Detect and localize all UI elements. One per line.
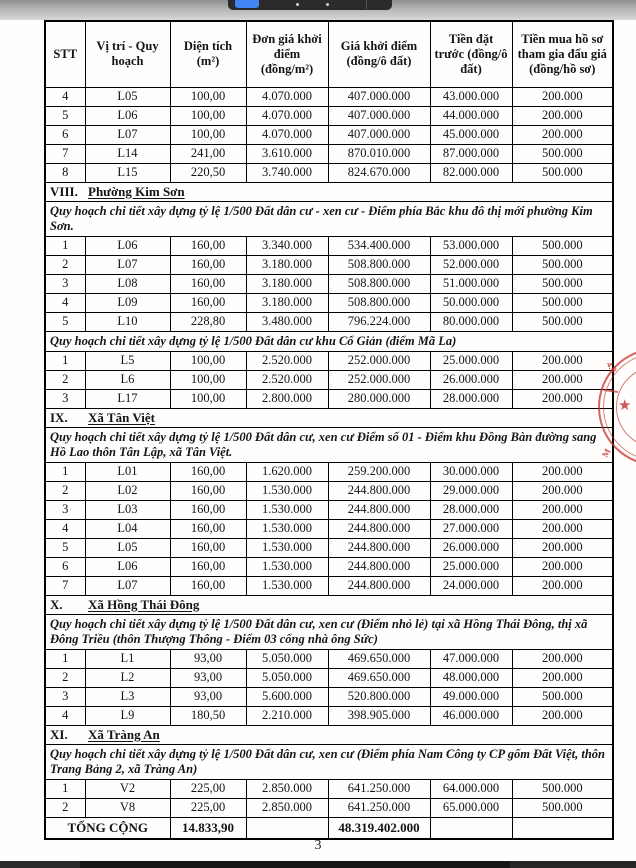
- cell-stt: 4: [45, 293, 85, 312]
- cell-dossier-fee: 200.000: [512, 519, 613, 538]
- cell-location: V2: [85, 779, 170, 798]
- cell-area: 160,00: [170, 576, 246, 595]
- page-number: 3: [314, 838, 322, 853]
- table-row: [45, 144, 613, 163]
- section-row: [45, 182, 613, 201]
- cell-deposit: 24.000.000: [430, 576, 512, 595]
- cell-area: 160,00: [170, 236, 246, 255]
- cell-area: 100,00: [170, 87, 246, 106]
- cell-unit-price: 2.520.000: [246, 370, 328, 389]
- cell-stt: 7: [45, 576, 85, 595]
- cell-location: L03: [85, 500, 170, 519]
- cell-deposit: 29.000.000: [430, 481, 512, 500]
- section-numeral: X.: [50, 596, 63, 612]
- cell-stt: 3: [45, 389, 85, 408]
- cell-deposit: 43.000.000: [430, 87, 512, 106]
- cell-location: L07: [85, 125, 170, 144]
- section-heading: [45, 408, 613, 427]
- cell-area: 160,00: [170, 538, 246, 557]
- cell-deposit: 52.000.000: [430, 255, 512, 274]
- cell-location: V8: [85, 798, 170, 817]
- cell-unit-price: 1.530.000: [246, 519, 328, 538]
- table-row: [45, 389, 613, 408]
- cell-unit-price: 3.180.000: [246, 293, 328, 312]
- cell-location: L17: [85, 389, 170, 408]
- cell-stt: 5: [45, 312, 85, 331]
- table-row: [45, 106, 613, 125]
- total-starting-price: 48.319.402.000: [328, 817, 430, 839]
- table-row: [45, 163, 613, 182]
- cell-stt: 4: [45, 519, 85, 538]
- cell-deposit: 46.000.000: [430, 706, 512, 725]
- cell-deposit: 25.000.000: [430, 557, 512, 576]
- cell-unit-price: 3.340.000: [246, 236, 328, 255]
- cell-stt: 1: [45, 236, 85, 255]
- cell-stt: 1: [45, 779, 85, 798]
- cell-dossier-fee: 200.000: [512, 576, 613, 595]
- total-deposit: [430, 817, 512, 839]
- cell-unit-price: 2.850.000: [246, 798, 328, 817]
- cell-location: L02: [85, 481, 170, 500]
- cell-starting-price: 244.800.000: [328, 500, 430, 519]
- section-row: [45, 725, 613, 744]
- cell-location: L9: [85, 706, 170, 725]
- bottom-black-strip: [0, 861, 636, 868]
- cell-unit-price: 1.530.000: [246, 500, 328, 519]
- table-row: [45, 500, 613, 519]
- cell-area: 225,00: [170, 779, 246, 798]
- table-row: [45, 293, 613, 312]
- cell-deposit: 48.000.000: [430, 668, 512, 687]
- active-tool-icon[interactable]: [235, 0, 259, 8]
- table-row: [45, 519, 613, 538]
- cell-unit-price: 1.530.000: [246, 576, 328, 595]
- cell-location: L06: [85, 557, 170, 576]
- column-header-unit-price: Đơn giá khởi điểm (đồng/m²): [246, 21, 328, 87]
- cell-starting-price: 280.000.000: [328, 389, 430, 408]
- cell-dossier-fee: 200.000: [512, 500, 613, 519]
- cell-starting-price: 259.200.000: [328, 462, 430, 481]
- cell-unit-price: 2.800.000: [246, 389, 328, 408]
- table-row: [45, 370, 613, 389]
- cell-unit-price: 1.620.000: [246, 462, 328, 481]
- pdf-toolbar: [228, 0, 392, 10]
- cell-dossier-fee: 500.000: [512, 274, 613, 293]
- cell-stt: 2: [45, 798, 85, 817]
- table-row: [45, 649, 613, 668]
- cell-location: L04: [85, 519, 170, 538]
- cell-area: 100,00: [170, 106, 246, 125]
- section-numeral: XI.: [50, 726, 68, 742]
- table-row: [45, 668, 613, 687]
- cell-stt: 1: [45, 649, 85, 668]
- cell-dossier-fee: 200.000: [512, 668, 613, 687]
- note-row: [45, 744, 613, 779]
- cell-location: L01: [85, 462, 170, 481]
- cell-area: 241,00: [170, 144, 246, 163]
- planning-note: Quy hoạch chi tiết xây dựng tỷ lệ 1/500 Đất dân cư khu Cổ Giản (điểm Mã La): [45, 331, 613, 351]
- cell-unit-price: 1.530.000: [246, 538, 328, 557]
- cell-starting-price: 244.800.000: [328, 519, 430, 538]
- planning-note: Quy hoạch chi tiết xây dựng tỷ lệ 1/500 Đất dân cư, xen cư (Điểm nhỏ lẻ) tại xã Hồng Thái Đông, thị xã Đông Triều (thôn Thượng Thông - Điểm 03 cổng nhà ông Sức): [45, 614, 613, 649]
- cell-location: L15: [85, 163, 170, 182]
- cell-stt: 7: [45, 144, 85, 163]
- cell-dossier-fee: 200.000: [512, 462, 613, 481]
- cell-area: 220,50: [170, 163, 246, 182]
- seal-text-fragment: 4.0: [604, 359, 619, 375]
- cell-dossier-fee: 500.000: [512, 144, 613, 163]
- cell-unit-price: 3.180.000: [246, 255, 328, 274]
- cell-unit-price: 4.070.000: [246, 106, 328, 125]
- table-row: [45, 779, 613, 798]
- cell-starting-price: 641.250.000: [328, 798, 430, 817]
- cell-area: 160,00: [170, 500, 246, 519]
- cell-deposit: 82.000.000: [430, 163, 512, 182]
- cell-area: 160,00: [170, 274, 246, 293]
- cell-stt: 2: [45, 255, 85, 274]
- cell-stt: 5: [45, 538, 85, 557]
- cell-stt: 3: [45, 274, 85, 293]
- note-row: [45, 614, 613, 649]
- cell-location: L08: [85, 274, 170, 293]
- table-row: [45, 87, 613, 106]
- cell-area: 160,00: [170, 481, 246, 500]
- cell-unit-price: 4.070.000: [246, 87, 328, 106]
- seal-text-fragment: M: [599, 446, 613, 460]
- cell-stt: 2: [45, 370, 85, 389]
- table-row: [45, 274, 613, 293]
- cell-dossier-fee: 500.000: [512, 687, 613, 706]
- cell-unit-price: 4.070.000: [246, 125, 328, 144]
- table-row: [45, 798, 613, 817]
- column-header-stt: STT: [45, 21, 85, 87]
- cell-dossier-fee: 200.000: [512, 87, 613, 106]
- cell-starting-price: 407.000.000: [328, 106, 430, 125]
- cell-dossier-fee: 500.000: [512, 779, 613, 798]
- cell-stt: 1: [45, 462, 85, 481]
- note-row: [45, 201, 613, 236]
- cell-area: 225,00: [170, 798, 246, 817]
- planning-note: Quy hoạch chi tiết xây dựng tỷ lệ 1/500 Đất dân cư, xen cư Điểm số 01 - Điểm khu Đồng Bàn đường sang Hồ Lao thôn Tân Lập, xã Tân Việt.: [45, 427, 613, 462]
- cell-unit-price: 3.610.000: [246, 144, 328, 163]
- table-row: [45, 576, 613, 595]
- section-title: Xã Hồng Thái Đông: [88, 596, 200, 612]
- cell-unit-price: 5.050.000: [246, 649, 328, 668]
- cell-dossier-fee: 500.000: [512, 255, 613, 274]
- cell-location: L1: [85, 649, 170, 668]
- cell-area: 160,00: [170, 255, 246, 274]
- section-heading: [45, 725, 613, 744]
- cell-dossier-fee: 500.000: [512, 312, 613, 331]
- cell-unit-price: 3.180.000: [246, 274, 328, 293]
- table-row: [45, 255, 613, 274]
- cell-starting-price: 508.800.000: [328, 293, 430, 312]
- cell-stt: 6: [45, 125, 85, 144]
- section-title: Phường Kim Sơn: [88, 183, 185, 199]
- table-row: [45, 462, 613, 481]
- section-heading: [45, 595, 613, 614]
- cell-stt: 4: [45, 87, 85, 106]
- cell-location: L07: [85, 255, 170, 274]
- cell-starting-price: 407.000.000: [328, 125, 430, 144]
- cell-dossier-fee: 200.000: [512, 370, 613, 389]
- cell-stt: 3: [45, 687, 85, 706]
- cell-area: 100,00: [170, 125, 246, 144]
- cell-starting-price: 469.650.000: [328, 649, 430, 668]
- seal-inner-ring-icon: [616, 366, 636, 448]
- cell-dossier-fee: 200.000: [512, 557, 613, 576]
- column-header-deposit: Tiền đặt trước (đồng/ô đất): [430, 21, 512, 87]
- cell-location: L05: [85, 538, 170, 557]
- cell-area: 100,00: [170, 389, 246, 408]
- cell-dossier-fee: 500.000: [512, 293, 613, 312]
- table-row: [45, 236, 613, 255]
- cell-starting-price: 469.650.000: [328, 668, 430, 687]
- cell-area: 93,00: [170, 687, 246, 706]
- table-row: [45, 557, 613, 576]
- table-row: [45, 706, 613, 725]
- cell-unit-price: 2.520.000: [246, 351, 328, 370]
- cell-deposit: 51.000.000: [430, 274, 512, 293]
- cell-location: L10: [85, 312, 170, 331]
- cell-deposit: 50.000.000: [430, 293, 512, 312]
- cell-deposit: 49.000.000: [430, 687, 512, 706]
- cell-deposit: 53.000.000: [430, 236, 512, 255]
- cell-starting-price: 398.905.000: [328, 706, 430, 725]
- cell-location: L5: [85, 351, 170, 370]
- cell-deposit: 80.000.000: [430, 312, 512, 331]
- section-title: Xã Tràng An: [88, 726, 160, 742]
- cell-area: 228,80: [170, 312, 246, 331]
- cell-deposit: 30.000.000: [430, 462, 512, 481]
- total-row: [45, 817, 613, 839]
- cell-deposit: 25.000.000: [430, 351, 512, 370]
- total-unit-price: [246, 817, 328, 839]
- cell-area: 100,00: [170, 351, 246, 370]
- cell-dossier-fee: 200.000: [512, 481, 613, 500]
- section-row: [45, 595, 613, 614]
- cell-unit-price: 3.480.000: [246, 312, 328, 331]
- cell-location: L14: [85, 144, 170, 163]
- total-dossier-fee: [512, 817, 613, 839]
- cell-starting-price: 870.010.000: [328, 144, 430, 163]
- cell-unit-price: 3.740.000: [246, 163, 328, 182]
- cell-starting-price: 407.000.000: [328, 87, 430, 106]
- section-heading: [45, 182, 613, 201]
- cell-starting-price: 252.000.000: [328, 370, 430, 389]
- cell-area: 100,00: [170, 370, 246, 389]
- cell-deposit: 26.000.000: [430, 538, 512, 557]
- cell-area: 180,50: [170, 706, 246, 725]
- cell-dossier-fee: 200.000: [512, 351, 613, 370]
- cell-starting-price: 534.400.000: [328, 236, 430, 255]
- table-row: [45, 538, 613, 557]
- cell-stt: 1: [45, 351, 85, 370]
- section-numeral: VIII.: [50, 183, 78, 199]
- cell-deposit: 26.000.000: [430, 370, 512, 389]
- cell-starting-price: 244.800.000: [328, 538, 430, 557]
- cell-starting-price: 796.224.000: [328, 312, 430, 331]
- cell-stt: 4: [45, 706, 85, 725]
- cell-starting-price: 520.800.000: [328, 687, 430, 706]
- cell-stt: 2: [45, 481, 85, 500]
- planning-note: Quy hoạch chi tiết xây dựng tỷ lệ 1/500 Đất dân cư - xen cư - Điểm phía Bắc khu đô thị mới phường Kim Sơn.: [45, 201, 613, 236]
- cell-deposit: 47.000.000: [430, 649, 512, 668]
- section-title: Xã Tân Việt: [88, 409, 155, 425]
- cell-location: L3: [85, 687, 170, 706]
- cell-location: L07: [85, 576, 170, 595]
- cell-stt: 6: [45, 557, 85, 576]
- cell-dossier-fee: 200.000: [512, 125, 613, 144]
- cell-starting-price: 244.800.000: [328, 557, 430, 576]
- cell-location: L06: [85, 106, 170, 125]
- column-header-dossier-fee: Tiền mua hồ sơ tham gia đấu giá (đồng/hồ sơ): [512, 21, 613, 87]
- note-row: [45, 427, 613, 462]
- cell-location: L2: [85, 668, 170, 687]
- planning-note: Quy hoạch chi tiết xây dựng tỷ lệ 1/500 Đất dân cư, xen cư (Điểm phía Nam Công ty CP gốm Đất Việt, thôn Trang Bảng 2, xã Tràng An): [45, 744, 613, 779]
- cell-area: 160,00: [170, 519, 246, 538]
- table-row: [45, 687, 613, 706]
- table-row: [45, 125, 613, 144]
- cell-deposit: 87.000.000: [430, 144, 512, 163]
- cell-location: L6: [85, 370, 170, 389]
- column-header-starting-price: Giá khởi điểm (đồng/ô đất): [328, 21, 430, 87]
- toolbar-dot-icon[interactable]: [326, 3, 329, 6]
- section-row: [45, 408, 613, 427]
- cell-unit-price: 2.210.000: [246, 706, 328, 725]
- cell-dossier-fee: 200.000: [512, 389, 613, 408]
- cell-deposit: 44.000.000: [430, 106, 512, 125]
- cell-deposit: 27.000.000: [430, 519, 512, 538]
- cell-area: 160,00: [170, 557, 246, 576]
- total-area: 14.833,90: [170, 817, 246, 839]
- cell-unit-price: 1.530.000: [246, 481, 328, 500]
- table-row: [45, 481, 613, 500]
- cell-starting-price: 244.800.000: [328, 576, 430, 595]
- cell-starting-price: 641.250.000: [328, 779, 430, 798]
- cell-starting-price: 244.800.000: [328, 481, 430, 500]
- land-auction-table: [44, 20, 614, 840]
- cell-unit-price: 1.530.000: [246, 557, 328, 576]
- cell-unit-price: 5.600.000: [246, 687, 328, 706]
- cell-area: 160,00: [170, 462, 246, 481]
- note-row: [45, 331, 613, 351]
- cell-unit-price: 2.850.000: [246, 779, 328, 798]
- cell-area: 93,00: [170, 668, 246, 687]
- cell-deposit: 28.000.000: [430, 500, 512, 519]
- table-header: [45, 21, 613, 87]
- document-page: [0, 20, 636, 861]
- cell-dossier-fee: 200.000: [512, 706, 613, 725]
- cell-dossier-fee: 200.000: [512, 538, 613, 557]
- cell-dossier-fee: 500.000: [512, 236, 613, 255]
- cell-area: 160,00: [170, 293, 246, 312]
- table-row: [45, 351, 613, 370]
- seal-star-icon: ★: [618, 398, 632, 414]
- total-label: TỔNG CỘNG: [45, 817, 170, 839]
- cell-starting-price: 508.800.000: [328, 274, 430, 293]
- cell-dossier-fee: 200.000: [512, 649, 613, 668]
- cell-starting-price: 252.000.000: [328, 351, 430, 370]
- cell-dossier-fee: 500.000: [512, 798, 613, 817]
- cell-dossier-fee: 200.000: [512, 106, 613, 125]
- column-header-location: Vị trí - Quy hoạch: [85, 21, 170, 87]
- cell-location: L06: [85, 236, 170, 255]
- cell-area: 93,00: [170, 649, 246, 668]
- cell-stt: 8: [45, 163, 85, 182]
- cell-starting-price: 508.800.000: [328, 255, 430, 274]
- cell-location: L09: [85, 293, 170, 312]
- table-row: [45, 312, 613, 331]
- column-header-area: Diện tích (m²): [170, 21, 246, 87]
- section-numeral: IX.: [50, 409, 68, 425]
- cell-starting-price: 824.670.000: [328, 163, 430, 182]
- cell-deposit: 64.000.000: [430, 779, 512, 798]
- toolbar-divider: [366, 0, 367, 9]
- cell-deposit: 65.000.000: [430, 798, 512, 817]
- cell-deposit: 45.000.000: [430, 125, 512, 144]
- cell-stt: 5: [45, 106, 85, 125]
- toolbar-dot-icon[interactable]: [296, 3, 299, 6]
- cell-stt: 3: [45, 500, 85, 519]
- cell-dossier-fee: 500.000: [512, 163, 613, 182]
- cell-unit-price: 5.050.000: [246, 668, 328, 687]
- cell-stt: 2: [45, 668, 85, 687]
- cell-location: L05: [85, 87, 170, 106]
- cell-deposit: 28.000.000: [430, 389, 512, 408]
